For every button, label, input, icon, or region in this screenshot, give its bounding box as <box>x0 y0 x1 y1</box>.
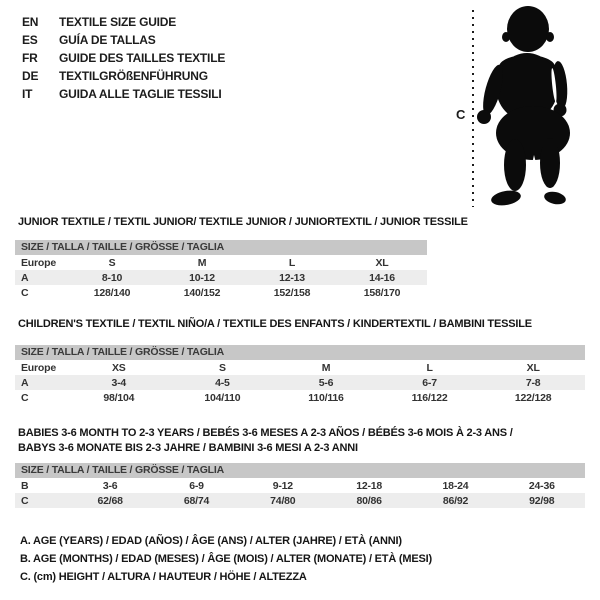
legend-line-height: C. (cm) HEIGHT / ALTURA / HAUTEUR / HÖHE / ALTEZZA <box>20 571 307 583</box>
table-row <box>15 360 585 375</box>
table-cell: XL <box>526 361 540 374</box>
table-row <box>15 375 585 390</box>
table-cell: 122/128 <box>514 391 552 404</box>
table-cell: 6-7 <box>422 376 437 389</box>
language-title: TEXTILE SIZE GUIDE <box>59 15 177 29</box>
table-cell: 68/74 <box>183 494 210 507</box>
language-code: FR <box>22 51 38 65</box>
language-title: GUIDE DES TAILLES TEXTILE <box>59 51 226 65</box>
language-row-de <box>22 67 225 85</box>
language-title: TEXTILGRÖßENFÜHRUNG <box>59 69 208 83</box>
size-header-bar: SIZE / TALLA / TAILLE / GRÖSSE / TAGLIA <box>15 345 585 360</box>
legend-line-age-months: B. AGE (MONTHS) / EDAD (MESES) / ÂGE (MOIS) / ALTER (MONATE) / ETÀ (MESI) <box>20 553 432 565</box>
table-cell: 12-13 <box>279 271 305 284</box>
babies-textile-table <box>15 426 585 508</box>
table-cell: 4-5 <box>215 376 230 389</box>
table-cell: XL <box>375 256 389 269</box>
table-cell: 14-16 <box>369 271 395 284</box>
language-row-fr <box>22 49 225 67</box>
table-cell: 116/122 <box>411 391 448 404</box>
row-label: Europe <box>21 256 56 269</box>
table-cell: 128/140 <box>93 286 131 299</box>
table-title-line: BABYS 3-6 MONATE BIS 2-3 JAHRE / BAMBINI 3-6 MESI A 2-3 ANNI <box>18 442 358 454</box>
table-row <box>15 270 427 285</box>
table-cell: 18-24 <box>442 479 469 492</box>
language-row-it <box>22 85 225 103</box>
language-row-es <box>22 31 225 49</box>
table-cell: 5-6 <box>318 376 334 389</box>
table-title <box>15 426 585 456</box>
language-code: EN <box>22 15 39 29</box>
table-row <box>15 285 427 300</box>
table-title-line: BABIES 3-6 MONTH TO 2-3 YEARS / BEBÉS 3-6 MESES A 2-3 AÑOS / BÉBÉS 3-6 MOIS À 2-3 ANS / <box>18 427 513 439</box>
language-title: GUÍA DE TALLAS <box>59 33 156 47</box>
language-title: GUIDA ALLE TAGLIE TESSILI <box>59 87 222 101</box>
language-code: DE <box>22 69 39 83</box>
height-measure-label: C <box>456 107 466 122</box>
table-row <box>15 493 585 508</box>
table-cell: 24-36 <box>528 479 555 492</box>
table-cell: S <box>108 256 116 269</box>
table-row <box>15 390 585 405</box>
table-rows <box>15 255 427 300</box>
measure-legend <box>20 532 432 586</box>
row-label: A <box>21 376 29 389</box>
table-title-line: JUNIOR TEXTILE / TEXTIL JUNIOR/ TEXTILE JUNIOR / JUNIORTEXTIL / JUNIOR TESSILE <box>18 216 468 228</box>
table-cell: 80/86 <box>356 494 382 507</box>
language-row-en <box>22 13 225 31</box>
table-cell: 6-9 <box>189 479 204 492</box>
table-cell: S <box>218 361 226 374</box>
row-label: C <box>21 391 29 404</box>
row-label: B <box>21 479 29 492</box>
table-cell: 74/80 <box>270 494 296 507</box>
table-cell: 98/104 <box>103 391 135 404</box>
table-cell: M <box>321 361 331 374</box>
table-cell: 10-12 <box>189 271 215 284</box>
table-cell: L <box>426 361 433 374</box>
table-title <box>15 215 468 230</box>
table-cell: 104/110 <box>204 391 241 404</box>
table-cell: 92/98 <box>529 494 555 507</box>
table-cell: 62/68 <box>97 494 123 507</box>
table-cell: M <box>197 256 207 269</box>
size-header-bar: SIZE / TALLA / TAILLE / GRÖSSE / TAGLIA <box>15 463 585 478</box>
table-cell: 110/116 <box>308 391 344 404</box>
row-label: C <box>21 494 29 507</box>
table-cell: 7-8 <box>525 376 541 389</box>
table-row <box>15 255 427 270</box>
table-cell: XS <box>111 361 126 374</box>
size-header-bar: SIZE / TALLA / TAILLE / GRÖSSE / TAGLIA <box>15 240 427 255</box>
table-cell: 158/170 <box>363 286 401 299</box>
childrens-textile-table <box>15 317 585 405</box>
row-label: C <box>21 286 29 299</box>
table-rows <box>15 478 585 508</box>
row-label: A <box>21 271 29 284</box>
legend-line-age-years: A. AGE (YEARS) / EDAD (AÑOS) / ÂGE (ANS) / ALTER (JAHRE) / ETÀ (ANNI) <box>20 535 402 547</box>
baby-silhouette-icon <box>470 5 580 210</box>
table-cell: 152/158 <box>273 286 311 299</box>
table-cell: L <box>288 256 296 269</box>
table-cell: 8-10 <box>101 271 123 284</box>
table-cell: 3-6 <box>102 479 118 492</box>
table-title-line: CHILDREN'S TEXTILE / TEXTIL NIÑO/A / TEXTILE DES ENFANTS / KINDERTEXTIL / BAMBINI TESSILE <box>18 318 532 330</box>
language-code: ES <box>22 33 38 47</box>
table-cell: 3-4 <box>111 376 127 389</box>
table-rows <box>15 360 585 405</box>
table-cell: 140/152 <box>183 286 221 299</box>
table-cell: 9-12 <box>272 479 293 492</box>
row-label: Europe <box>21 361 56 374</box>
language-code: IT <box>22 87 33 101</box>
table-cell: 86/92 <box>442 494 469 507</box>
table-row <box>15 478 585 493</box>
table-cell: 12-18 <box>356 479 383 492</box>
language-list <box>22 13 225 103</box>
junior-textile-table <box>15 215 468 300</box>
table-title <box>15 317 585 332</box>
